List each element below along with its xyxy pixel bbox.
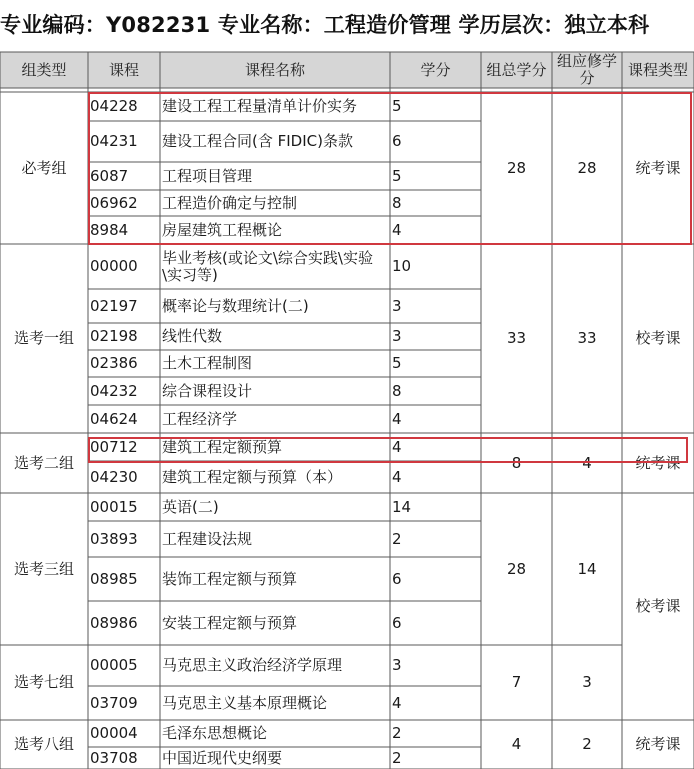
course-name: 工程建设法规 bbox=[162, 529, 253, 548]
course-name: 马克思主义基本原理概论 bbox=[162, 693, 328, 712]
course-credit: 6 bbox=[392, 132, 402, 150]
course-name: 建设工程工程量清单计价实务 bbox=[162, 97, 358, 115]
course-credit: 4 bbox=[392, 409, 402, 428]
course-code: 00000 bbox=[90, 257, 138, 275]
course-code: 00004 bbox=[90, 724, 138, 742]
course-credit: 3 bbox=[392, 656, 402, 674]
course-code: 04231 bbox=[90, 132, 138, 150]
course-code: 02386 bbox=[90, 354, 138, 372]
page-title: 专业编码：Y082231 专业名称：工程造价管理 学历层次：独立本科 bbox=[0, 13, 650, 37]
course-name: 毕业考核(或论文\综合实践\实验\实习等) bbox=[162, 248, 373, 284]
header-group-total: 组总学分 bbox=[486, 60, 547, 79]
course-name: 房屋建筑工程概论 bbox=[162, 220, 283, 239]
group-required-credit: 2 bbox=[582, 735, 592, 753]
course-credit: 6 bbox=[392, 613, 402, 632]
group-label: 选考二组 bbox=[13, 453, 74, 472]
course-code: 00015 bbox=[90, 497, 138, 516]
course-code: 02198 bbox=[90, 327, 138, 345]
course-name: 工程项目管理 bbox=[162, 166, 253, 185]
course-code: 08986 bbox=[90, 613, 138, 632]
header-course-type: 课程类型 bbox=[627, 60, 688, 79]
group-total-credit: 33 bbox=[506, 329, 527, 347]
group-label: 选考三组 bbox=[13, 559, 74, 578]
course-name: 英语(二) bbox=[162, 497, 219, 516]
course-code: 00712 bbox=[90, 437, 138, 456]
group-total-credit: 8 bbox=[511, 453, 522, 472]
course-code: 03893 bbox=[90, 529, 138, 548]
header-group-type: 组类型 bbox=[21, 60, 67, 79]
group-required-credit: 28 bbox=[577, 158, 597, 177]
course-type: 校考课 bbox=[635, 329, 681, 347]
course-code: 04230 bbox=[90, 467, 138, 486]
group-label: 选考八组 bbox=[13, 735, 74, 753]
group-required-credit: 33 bbox=[577, 329, 597, 347]
group-total-credit: 7 bbox=[511, 673, 522, 691]
course-name: 建筑工程定额预算 bbox=[162, 437, 283, 456]
group-required-credit: 3 bbox=[582, 673, 592, 691]
course-code: 02197 bbox=[90, 296, 138, 315]
course-credit: 3 bbox=[392, 296, 402, 315]
course-name: 工程经济学 bbox=[162, 409, 238, 428]
course-code: 6087 bbox=[90, 166, 129, 185]
course-name: 中国近现代史纲要 bbox=[162, 748, 283, 767]
course-code: 04228 bbox=[90, 97, 138, 115]
course-credit: 5 bbox=[392, 97, 402, 115]
course-name: 建筑工程定额与预算（本） bbox=[162, 467, 343, 486]
course-credit: 14 bbox=[392, 497, 412, 516]
course-code: 08985 bbox=[90, 569, 138, 588]
course-credit: 4 bbox=[392, 693, 402, 712]
header-credit: 学分 bbox=[420, 60, 451, 79]
course-credit: 8 bbox=[392, 381, 402, 400]
course-code: 03708 bbox=[90, 748, 138, 767]
group-label: 选考七组 bbox=[13, 673, 74, 691]
course-name: 土木工程制图 bbox=[162, 354, 253, 372]
course-code: 8984 bbox=[90, 220, 129, 239]
course-name: 概率论与数理统计(二) bbox=[162, 296, 309, 315]
group-label: 必考组 bbox=[21, 158, 67, 177]
course-code: 00005 bbox=[90, 656, 138, 674]
course-name: 综合课程设计 bbox=[162, 381, 253, 400]
group-total-credit: 28 bbox=[506, 559, 527, 578]
course-name: 建设工程合同(含 FIDIC)条款 bbox=[162, 132, 353, 150]
course-credit: 3 bbox=[392, 327, 402, 345]
course-name: 工程造价确定与控制 bbox=[162, 193, 298, 212]
course-type: 统考课 bbox=[635, 735, 681, 753]
course-name: 线性代数 bbox=[162, 327, 223, 345]
course-code: 04624 bbox=[90, 409, 138, 428]
course-credit: 10 bbox=[392, 257, 412, 275]
course-name: 装饰工程定额与预算 bbox=[162, 569, 298, 588]
course-code: 06962 bbox=[90, 193, 138, 212]
course-credit: 5 bbox=[392, 354, 402, 372]
course-credit: 4 bbox=[392, 220, 402, 239]
header-course-code: 课程 bbox=[108, 60, 139, 79]
course-name: 安装工程定额与预算 bbox=[162, 613, 298, 632]
course-credit: 2 bbox=[392, 529, 402, 548]
header-group-required: 组应修学分 bbox=[556, 52, 617, 87]
course-credit: 5 bbox=[392, 166, 402, 185]
group-required-credit: 4 bbox=[582, 453, 592, 472]
course-credit: 4 bbox=[392, 437, 402, 456]
course-name: 马克思主义政治经济学原理 bbox=[162, 656, 343, 674]
course-type: 统考课 bbox=[635, 158, 681, 177]
course-credit: 6 bbox=[392, 569, 402, 588]
course-name: 毛泽东思想概论 bbox=[162, 724, 268, 742]
course-credit: 2 bbox=[392, 748, 402, 767]
course-credit: 4 bbox=[392, 467, 402, 486]
course-credit: 2 bbox=[392, 724, 402, 742]
course-type: 统考课 bbox=[635, 453, 681, 472]
group-total-credit: 28 bbox=[506, 158, 527, 177]
group-required-credit: 14 bbox=[577, 559, 597, 578]
group-label: 选考一组 bbox=[13, 329, 74, 347]
course-type: 校考课 bbox=[635, 597, 681, 615]
course-code: 04232 bbox=[90, 381, 138, 400]
course-credit: 8 bbox=[392, 193, 402, 212]
course-code: 03709 bbox=[90, 693, 138, 712]
header-course-name: 课程名称 bbox=[244, 60, 305, 79]
group-total-credit: 4 bbox=[511, 735, 522, 753]
